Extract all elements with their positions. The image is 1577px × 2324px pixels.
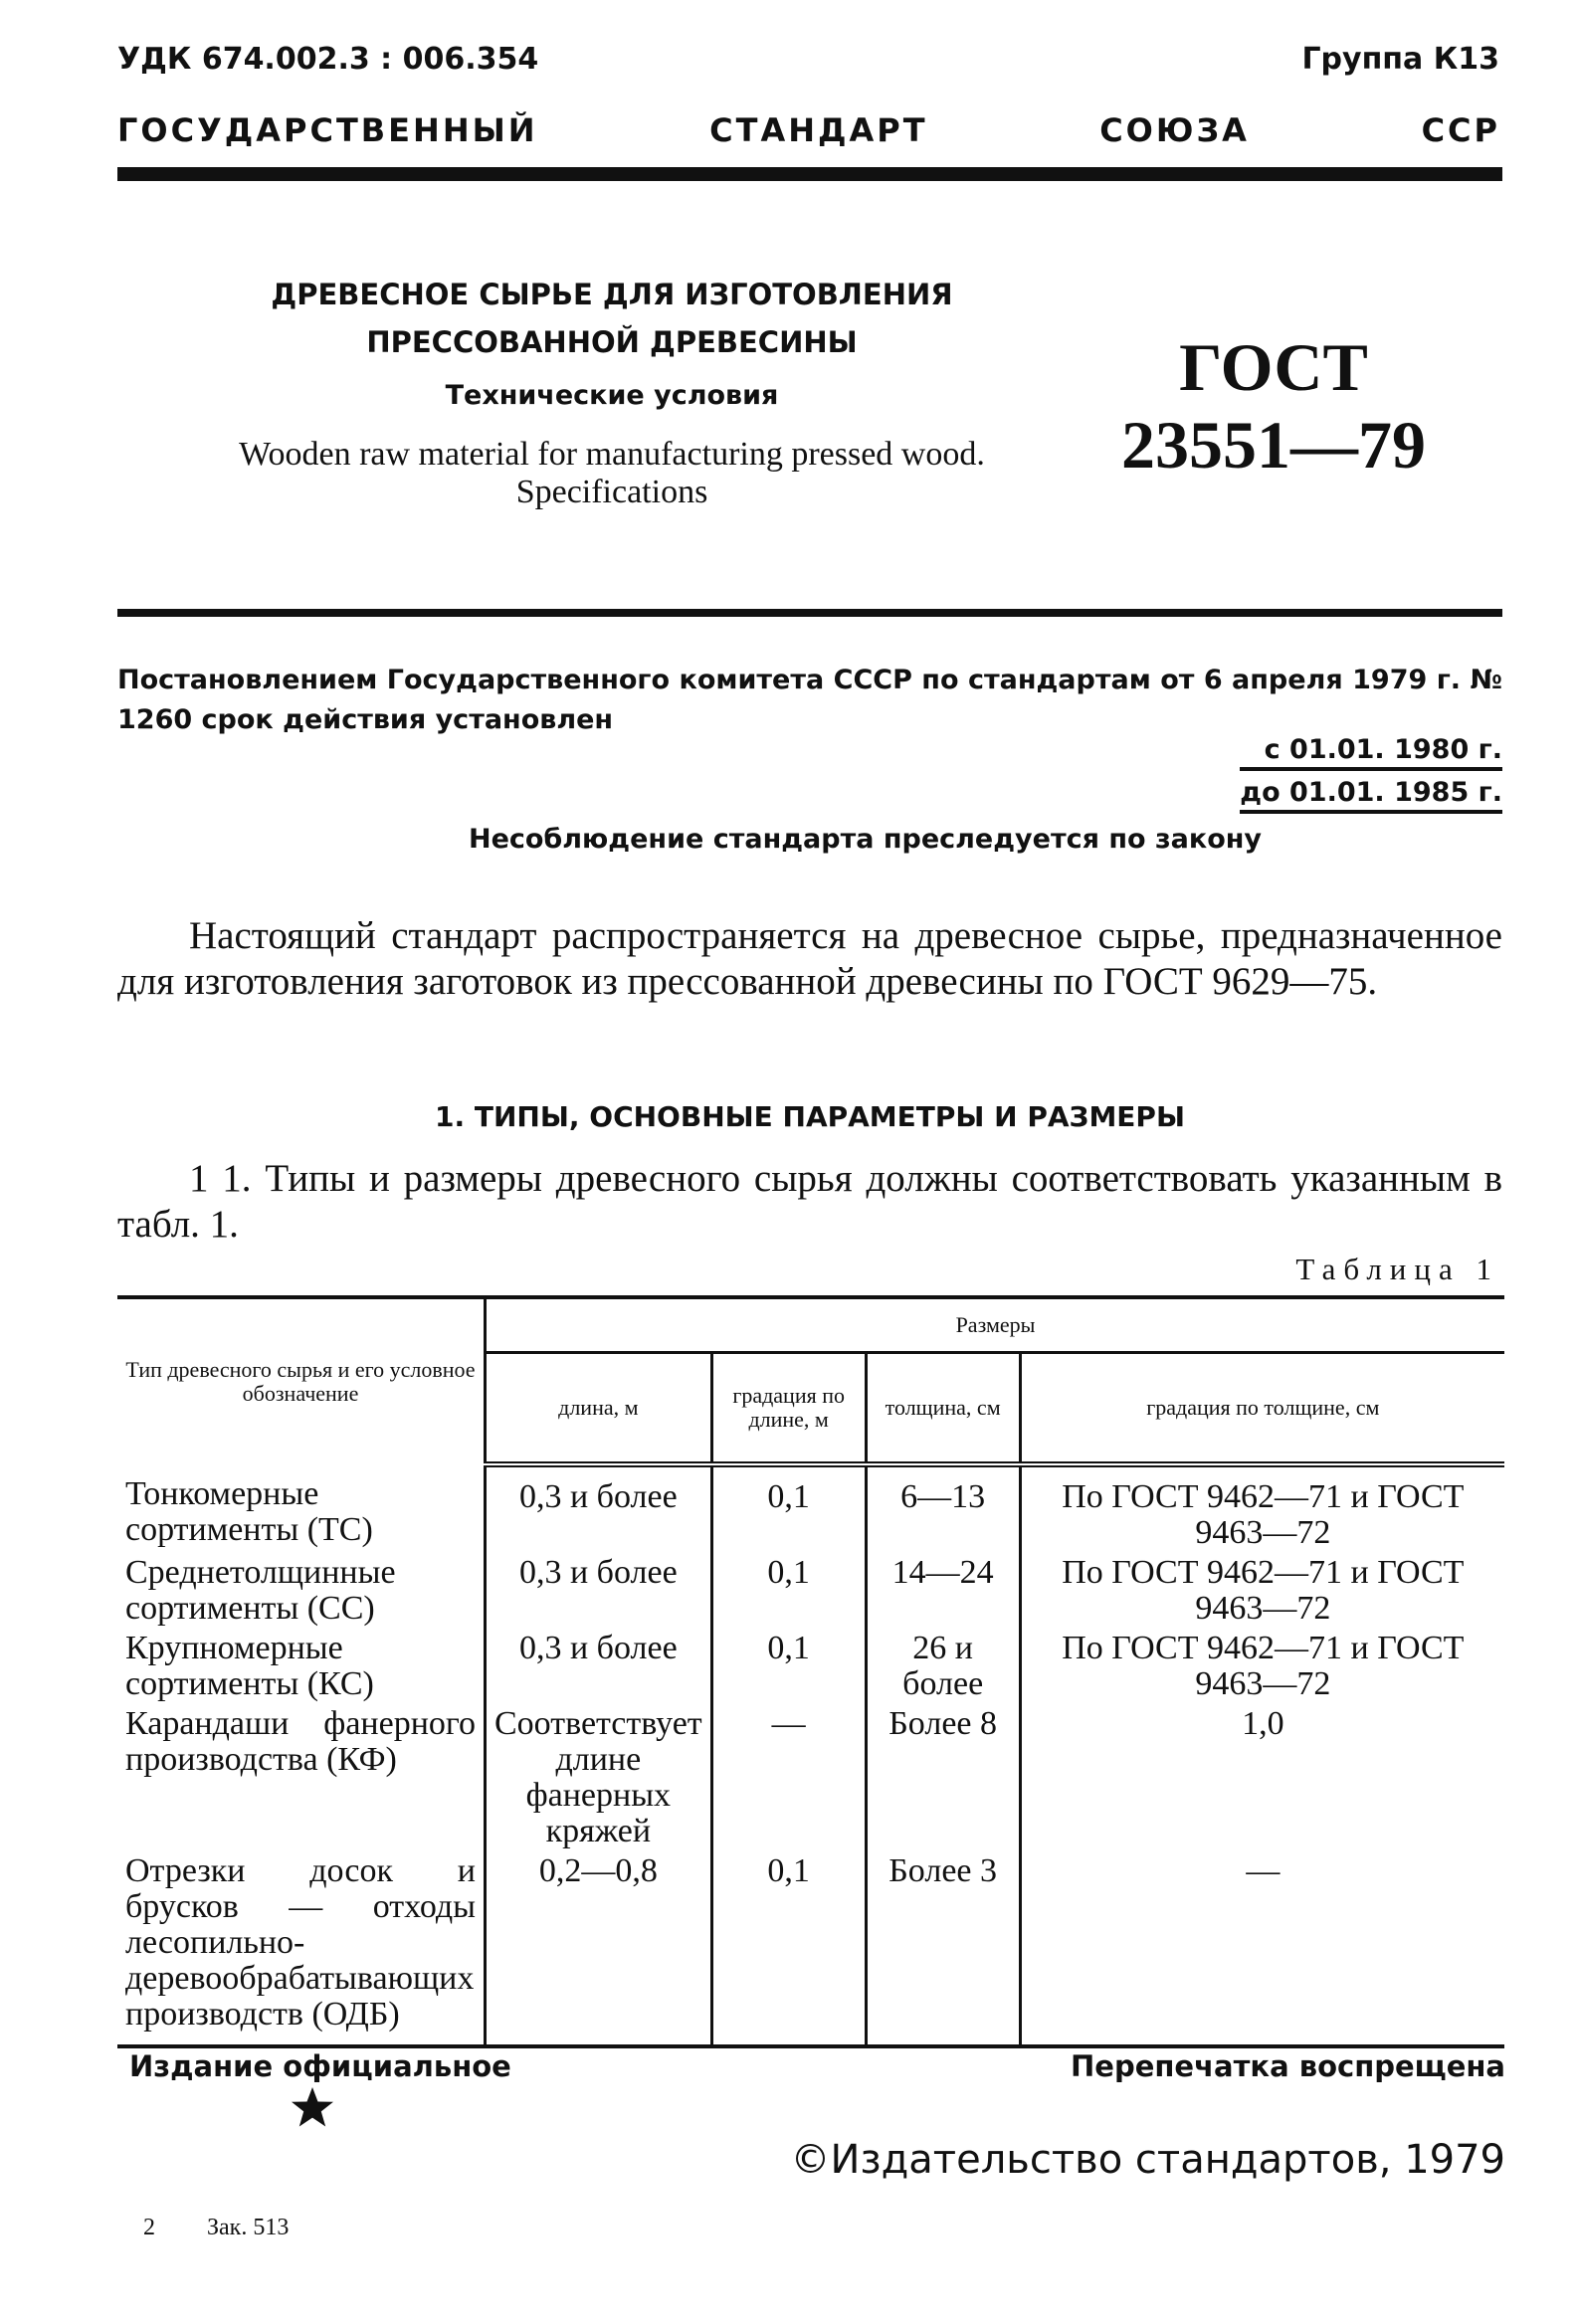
cell-length-grad: 0,1	[711, 1553, 866, 1629]
penalty-notice: Несоблюдение стандарта преследуется по закону	[468, 824, 1262, 855]
cell-type: Тонкомерные сортименты (ТС)	[125, 1475, 373, 1548]
header-length-grad: градация по длине, м	[711, 1353, 866, 1465]
cell-type: Крупномерные сортименты (КС)	[125, 1630, 374, 1702]
group-code: Группа К13	[1301, 42, 1499, 77]
order-number: Зак. 513	[207, 2215, 290, 2240]
udk-code: УДК 674.002.3 : 006.354	[117, 42, 539, 77]
table-row	[117, 1629, 1504, 1704]
page-number: 2	[143, 2215, 155, 2240]
sizes-table	[117, 1295, 1504, 2048]
cell-thickness-grad: —	[1020, 1851, 1504, 2046]
cell-type: Среднетолщинные сортименты (СС)	[125, 1554, 396, 1627]
header-sizes: Размеры	[486, 1297, 1505, 1353]
header-type: Тип древесного сырья и его условное обозначение	[125, 1357, 476, 1406]
validity-dates	[1240, 734, 1502, 820]
cell-thickness: 26 и более	[866, 1629, 1020, 1704]
gost-label: ГОСТ	[1179, 329, 1368, 405]
copyright: ©Издательство стандартов, 1979	[790, 2137, 1505, 2183]
table-row	[117, 1704, 1504, 1851]
section-heading: 1. ТИПЫ, ОСНОВНЫЕ ПАРАМЕТРЫ И РАЗМЕРЫ	[435, 1100, 1185, 1133]
title-subtitle: Технические условия	[445, 380, 779, 411]
cell-length-grad: 0,1	[711, 1851, 866, 2046]
decree-text: Постановлением Государственного комитета СССР по стандартам от 6 апреля 1979 г. № 1260 срок действия установлен	[117, 665, 1502, 735]
banner-word: ССР	[1421, 111, 1500, 149]
title-en-line2: Specifications	[515, 474, 708, 510]
cell-length-grad: 0,1	[711, 1629, 866, 1704]
table-caption: Таблица 1	[1295, 1252, 1499, 1286]
title-en-line1: Wooden raw material for manufacturing pressed wood.	[239, 436, 985, 473]
cell-length-grad: 0,1	[711, 1464, 866, 1553]
title-block	[229, 271, 995, 511]
table-row	[117, 1464, 1504, 1553]
cell-thickness-grad: По ГОСТ 9462—71 и ГОСТ 9463—72	[1020, 1553, 1504, 1629]
cell-thickness-grad: По ГОСТ 9462—71 и ГОСТ 9463—72	[1020, 1629, 1504, 1704]
cell-length: 0,3 и более	[486, 1629, 712, 1704]
cell-thickness: 14—24	[866, 1553, 1020, 1629]
state-standard-banner	[117, 111, 1500, 149]
cell-length: Соответствует длине фанерных кряжей	[486, 1704, 712, 1851]
official-edition: Издание официальное	[129, 2049, 511, 2083]
cell-length: 0,2—0,8	[486, 1851, 712, 2046]
cell-length: 0,3 и более	[486, 1553, 712, 1629]
header-thickness: толщина, см	[866, 1353, 1020, 1465]
valid-from: с 01.01. 1980 г.	[1240, 734, 1502, 771]
header-length: длина, м	[486, 1353, 712, 1465]
header-thickness-grad: градация по толщине, см	[1020, 1353, 1504, 1465]
star-icon	[291, 2085, 334, 2129]
clause-1-1: 1 1. Типы и размеры древесного сырья должны соответствовать указанным в табл. 1.	[117, 1157, 1502, 1246]
title-ru-line1: ДРЕВЕСНОЕ СЫРЬЕ ДЛЯ ИЗГОТОВЛЕНИЯ	[271, 278, 953, 311]
cell-type: Отрезки досок и брусков — отходы лесопильно-деревообрабатывающих производств (ОДБ)	[125, 1852, 476, 2033]
table-row	[117, 1851, 1504, 2046]
header-rule	[117, 167, 1502, 181]
cell-length-grad: —	[711, 1704, 866, 1851]
cell-thickness-grad: 1,0	[1020, 1704, 1504, 1851]
banner-word: СТАНДАРТ	[709, 111, 928, 149]
reprint-notice: Перепечатка воспрещена	[1071, 2049, 1505, 2083]
gost-designation	[1114, 328, 1433, 484]
gost-number: 23551—79	[1121, 407, 1426, 483]
cell-length: 0,3 и более	[486, 1464, 712, 1553]
table-row	[117, 1553, 1504, 1629]
cell-thickness: Более 8	[866, 1704, 1020, 1851]
banner-word: СОЮЗА	[1099, 111, 1250, 149]
cell-thickness: Более 3	[866, 1851, 1020, 2046]
title-rule	[117, 609, 1502, 617]
intro-paragraph: Настоящий стандарт распространяется на древесное сырье, предназначенное для изготовления заготовок из прессованной древесины по ГОСТ 9629—75.	[117, 914, 1502, 1003]
print-order	[143, 2215, 289, 2241]
cell-type: Карандаши фанерного производства (КФ)	[125, 1705, 476, 1778]
cell-thickness-grad: По ГОСТ 9462—71 и ГОСТ 9463—72	[1020, 1464, 1504, 1553]
valid-to: до 01.01. 1985 г.	[1240, 777, 1502, 814]
cell-thickness: 6—13	[866, 1464, 1020, 1553]
title-ru-line2: ПРЕССОВАННОЙ ДРЕВЕСИНЫ	[366, 325, 858, 359]
banner-word: ГОСУДАРСТВЕННЫЙ	[117, 111, 538, 149]
